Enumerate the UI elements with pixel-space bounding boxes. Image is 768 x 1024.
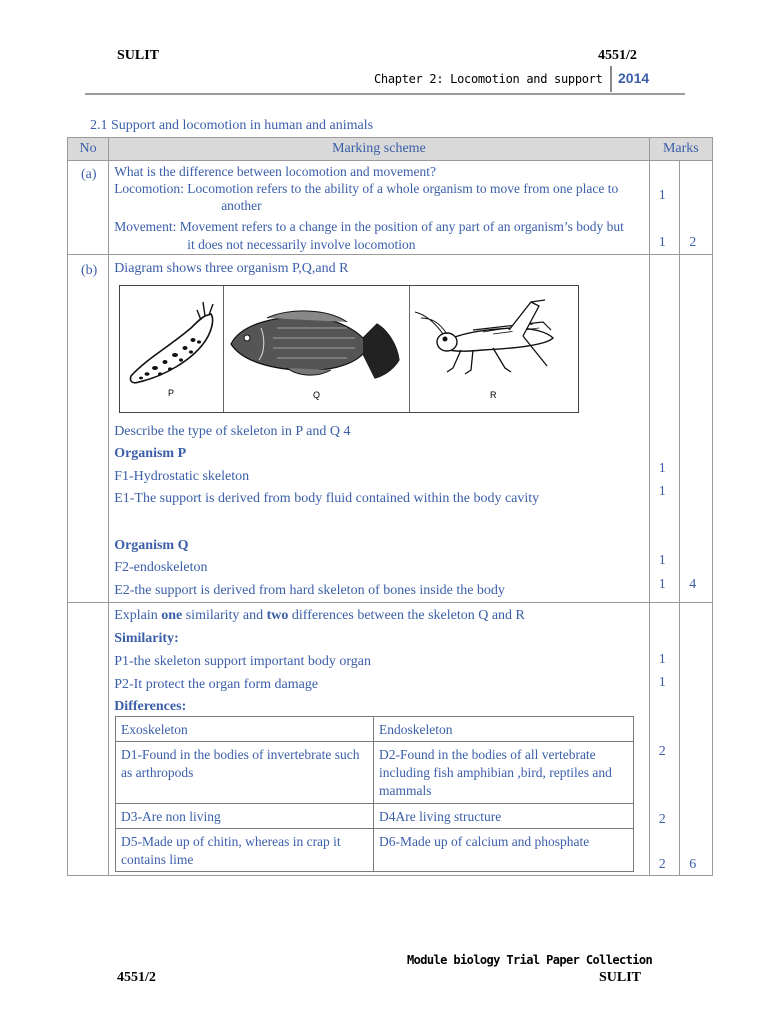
footer-code: 4551/2 bbox=[117, 970, 156, 985]
f1-text: F1-Hydrostatic skeleton bbox=[114, 469, 250, 484]
row-b-marks: 1 1 1 1 bbox=[649, 255, 680, 603]
row-a-locomotion-line1: Locomotion: Locomotion refers to the ability of a whole organism to move from one place to bbox=[114, 181, 619, 196]
figure-label-q: Q bbox=[313, 390, 321, 400]
row-c-no bbox=[68, 603, 109, 876]
header-rule bbox=[85, 93, 685, 95]
row-a-locomotion-line2: another bbox=[221, 198, 262, 213]
row-a-marks: 1 1 bbox=[649, 161, 680, 255]
organism-q-heading: Organism Q bbox=[114, 538, 189, 553]
diff-row-2-endo: D4Are living structure bbox=[373, 804, 633, 829]
grasshopper-r-icon bbox=[413, 296, 573, 380]
section-title: 2.1 Support and locomotion in human and animals bbox=[90, 118, 374, 133]
differences-heading: Differences: bbox=[114, 699, 187, 714]
footer-module: Module biology Trial Paper Collection bbox=[407, 953, 653, 967]
col-header-scheme: Marking scheme bbox=[109, 138, 650, 161]
similarity-heading: Similarity: bbox=[114, 631, 179, 646]
col-header-no: No bbox=[68, 138, 109, 161]
p2-text: P2-It protect the organ form damage bbox=[114, 677, 319, 692]
organism-p-heading: Organism P bbox=[114, 446, 187, 461]
header-sulit: SULIT bbox=[117, 48, 160, 63]
f2-text: F2-endoskeleton bbox=[114, 560, 208, 575]
e2-text: E2-the support is derived from hard skeleton of bones inside the body bbox=[114, 583, 505, 598]
sub-header-exoskeleton: Exoskeleton bbox=[116, 717, 374, 742]
row-c-question: Explain one similarity and two differences between the skeleton Q and R bbox=[114, 608, 525, 623]
diff-row-1-exo: D1-Found in the bodies of invertebrate such as arthropods bbox=[116, 742, 374, 804]
diff-row-1-endo: D2-Found in the bodies of all vertebrate including fish amphibian ,bird, reptiles and mammals bbox=[373, 742, 633, 804]
header-divider bbox=[610, 66, 612, 92]
differences-table bbox=[115, 716, 634, 872]
figure-label-p: P bbox=[168, 388, 175, 398]
row-b-intro: Diagram shows three organism P,Q,and R bbox=[114, 261, 349, 276]
row-b-question: Describe the type of skeleton in P and Q 4 bbox=[114, 424, 351, 439]
diff-row-3-endo: D6-Made up of calcium and phosphate bbox=[373, 829, 633, 872]
row-a-question: What is the difference between locomotion and movement? bbox=[114, 164, 436, 179]
footer-sulit: SULIT bbox=[599, 970, 642, 985]
row-c-total: 6 bbox=[680, 603, 713, 876]
row-b-no: (b) bbox=[68, 255, 109, 603]
row-c-marks: 1 1 2 2 2 bbox=[649, 603, 680, 876]
p1-text: P1-the skeleton support important body organ bbox=[114, 654, 371, 669]
diff-row-3-exo: D5-Made up of chitin, whereas in crap it contains lime bbox=[116, 829, 374, 872]
row-a-movement-line2: it does not necessarily involve locomotion bbox=[187, 237, 416, 252]
row-a-scheme bbox=[109, 161, 650, 255]
diff-row-2-exo: D3-Are non living bbox=[116, 804, 374, 829]
row-a-no: (a) bbox=[68, 161, 109, 255]
chapter-title: Chapter 2: Locomotion and support bbox=[374, 72, 603, 86]
header-year: 2014 bbox=[618, 70, 650, 86]
slug-p-icon bbox=[125, 298, 221, 388]
row-b-total: 4 bbox=[680, 255, 713, 603]
sub-header-endoskeleton: Endoskeleton bbox=[373, 717, 633, 742]
figure-label-r: R bbox=[490, 390, 497, 400]
row-a-movement-line1: Movement: Movement refers to a change in the position of any part of an organism’s body but bbox=[114, 219, 624, 234]
organisms-figure bbox=[119, 285, 579, 413]
e1-text: E1-The support is derived from body fluid contained within the body cavity bbox=[114, 491, 540, 506]
col-header-marks: Marks bbox=[649, 138, 712, 161]
fish-q-icon bbox=[227, 304, 407, 380]
header-code: 4551/2 bbox=[598, 48, 637, 63]
row-a-total: 2 bbox=[680, 161, 713, 255]
